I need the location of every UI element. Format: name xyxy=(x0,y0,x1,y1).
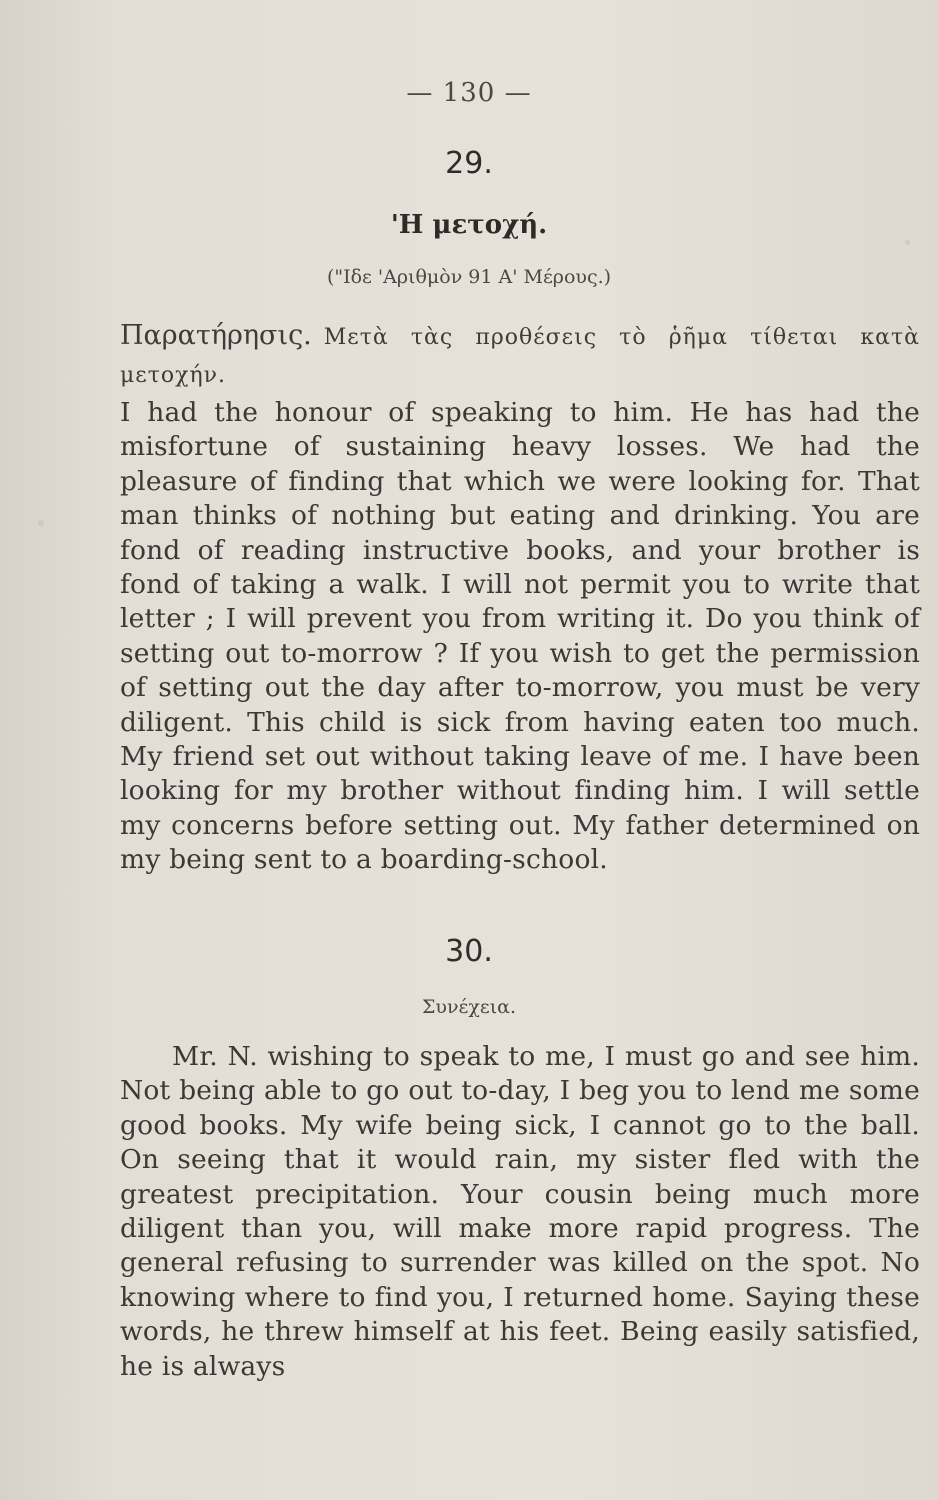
observation-label: Παρατήρησις. xyxy=(120,320,312,351)
page-number: — 130 — xyxy=(406,78,532,108)
paper-speck xyxy=(905,240,910,245)
section-number-29: 29. xyxy=(445,146,493,181)
paper-speck xyxy=(38,520,44,526)
exercise-paragraph-29: I had the honour of speaking to him. He has had the misfortune of sustaining heavy losses. We had the pleasure of finding that which we were looking for. That man thinks of nothing but eating and drinking. You are fond of reading instructive books, and your brother is fond of taking a walk. I will not permit you to write that letter ; I will prevent you from writing it. Do you think of setting out to-morrow ? If you wish to get the permission of setting out the day after to-morrow, you must be very diligent. This child is sick from having eaten too much. My friend set out without taking leave of me. I have been looking for my brother without finding him. I will settle my concerns before setting out. My father determined on my being sent to a boarding-school. xyxy=(120,397,920,876)
section-reference: ("Ιδε 'Αριθμὸν 91 Α' Μέρους.) xyxy=(326,266,612,288)
exercise-paragraph-30: Mr. N. wishing to speak to me, I must go and see him. Not being able to go out to-day, I beg you to lend me some good books. My wife being sick, I cannot go to the ball. On seeing that it would rain, my sister fled with the greatest precipitation. Your cousin being much more diligent than you, will make more rapid progress. The general refusing to surrender was killed on the spot. No knowing where to find you, I returned home. Saying these words, he threw himself at his feet. Being easily satisfied, he is always xyxy=(120,1041,920,1382)
section-title-30: Συνέχεια. xyxy=(421,996,517,1018)
observation-text: Μετὰ τὰς προθέσεις τὸ ῥῆμα τίθεται κατὰ μετοχήν. xyxy=(120,325,920,388)
section-number-30: 30. xyxy=(445,934,493,969)
observation-note xyxy=(120,318,920,394)
section-title-29: 'Η μετοχή. xyxy=(390,210,548,240)
